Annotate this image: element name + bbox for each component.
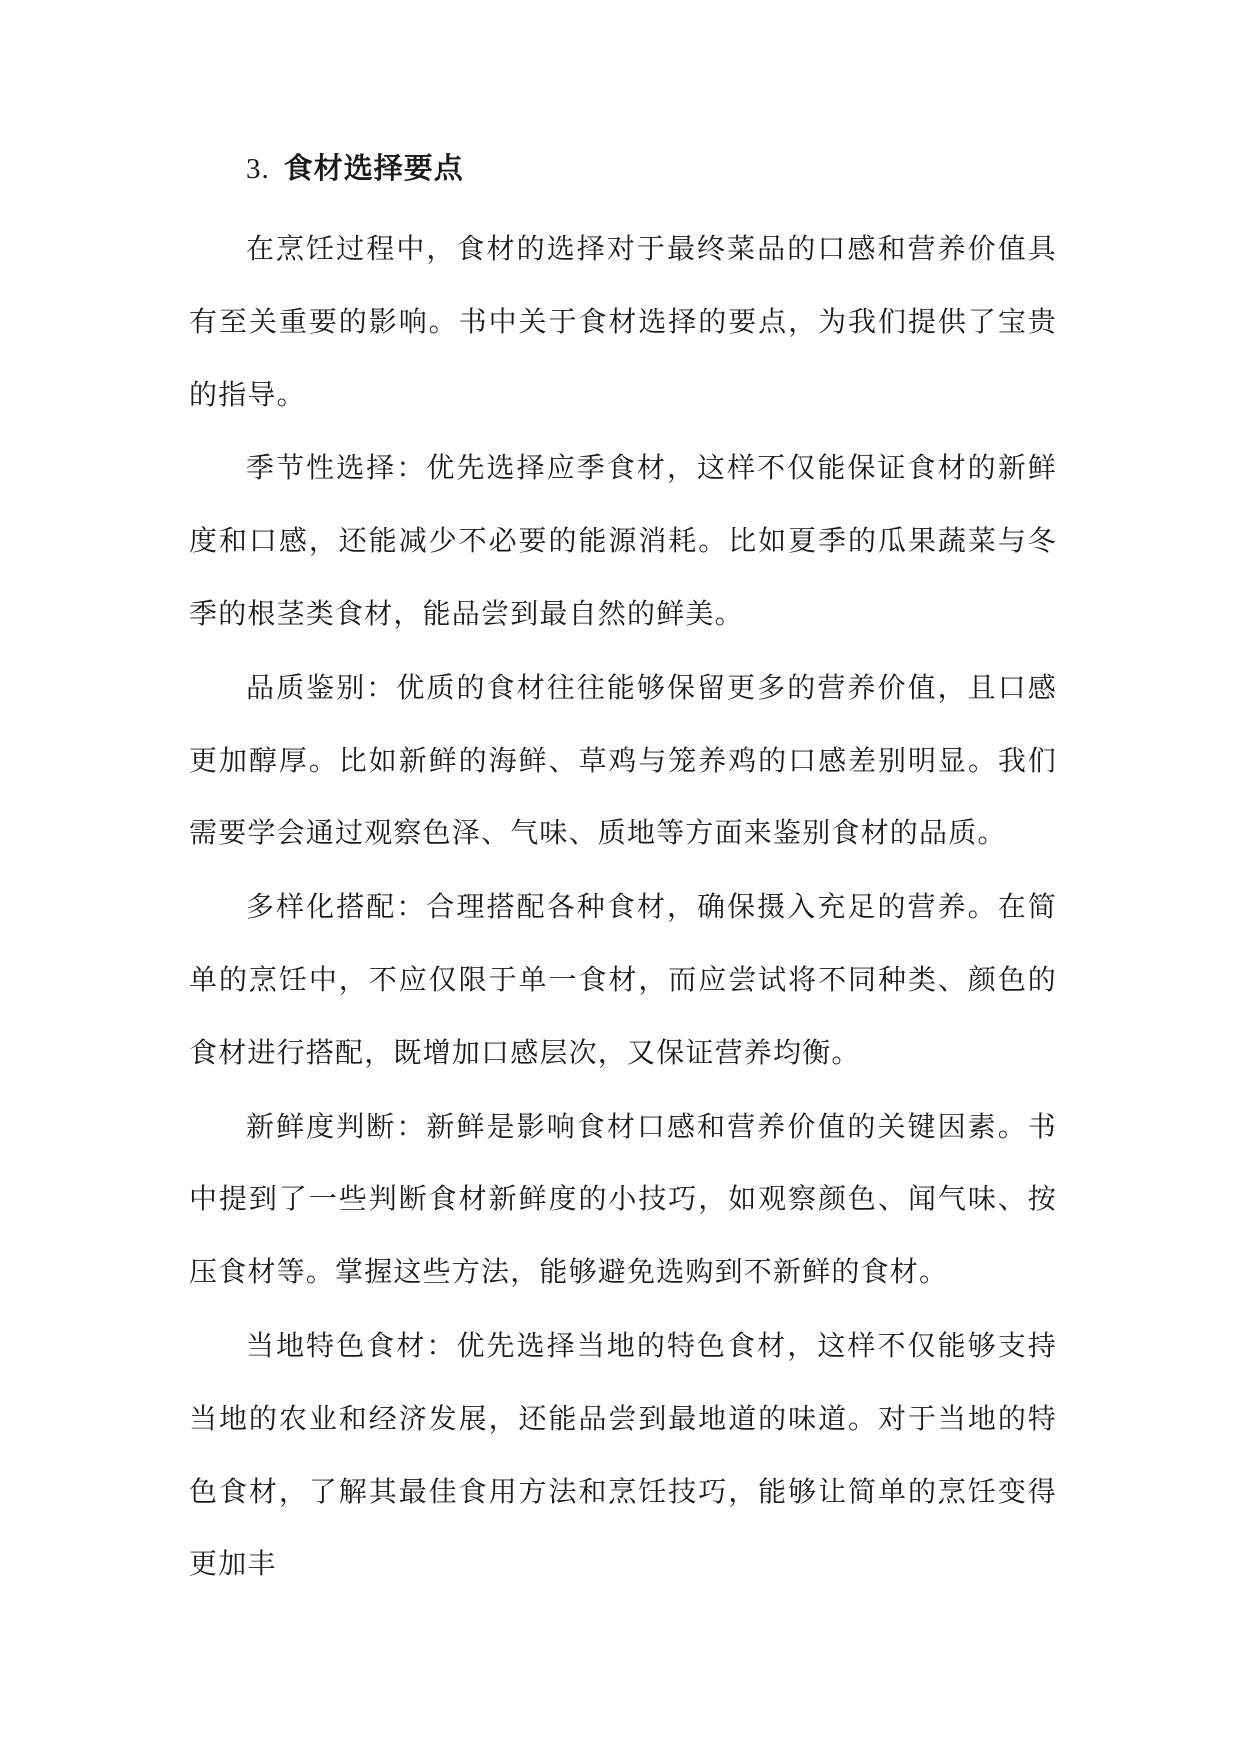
paragraph-variety: 多样化搭配：合理搭配各种食材，确保摄入充足的营养。在简单的烹饪中，不应仅限于单一食材，而应尝试将不同种类、颜色的食材进行搭配，既增加口感层次，又保证营养均衡。 bbox=[189, 890, 1057, 1069]
body-text bbox=[189, 213, 1057, 1602]
paragraph-quality: 品质鉴别：优质的食材往往能够保留更多的营养价值，且口感更加醇厚。比如新鲜的海鲜、草鸡与笼养鸡的口感差别明显。我们需要学会通过观察色泽、气味、质地等方面来鉴别食材的品质。 bbox=[189, 670, 1057, 850]
paragraph-seasonal: 季节性选择：优先选择应季食材，这样不仅能保证食材的新鲜度和口感，还能减少不必要的能源消耗。比如夏季的瓜果蔬菜与冬季的根茎类食材，能品尝到最自然的鲜美。 bbox=[189, 451, 1057, 630]
paragraph-freshness: 新鲜度判断：新鲜是影响食材口感和营养价值的关键因素。书中提到了一些判断食材新鲜度的小技巧，如观察颜色、闻气味、按压食材等。掌握这些方法，能够避免选购到不新鲜的食材。 bbox=[189, 1109, 1057, 1289]
section-heading bbox=[246, 148, 464, 189]
paragraph-local: 当地特色食材：优先选择当地的特色食材，这样不仅能够支持当地的农业和经济发展，还能品尝到最地道的味道。对于当地的特色食材，了解其最佳食用方法和烹饪技巧，能够让简单的烹饪变得更加丰 bbox=[189, 1328, 1057, 1581]
section-number: 3. bbox=[246, 153, 270, 185]
paragraph-intro: 在烹饪过程中，食材的选择对于最终菜品的口感和营养价值具有至关重要的影响。书中关于食材选择的要点，为我们提供了宝贵的指导。 bbox=[189, 232, 1057, 411]
section-title: 食材选择要点 bbox=[283, 151, 464, 185]
